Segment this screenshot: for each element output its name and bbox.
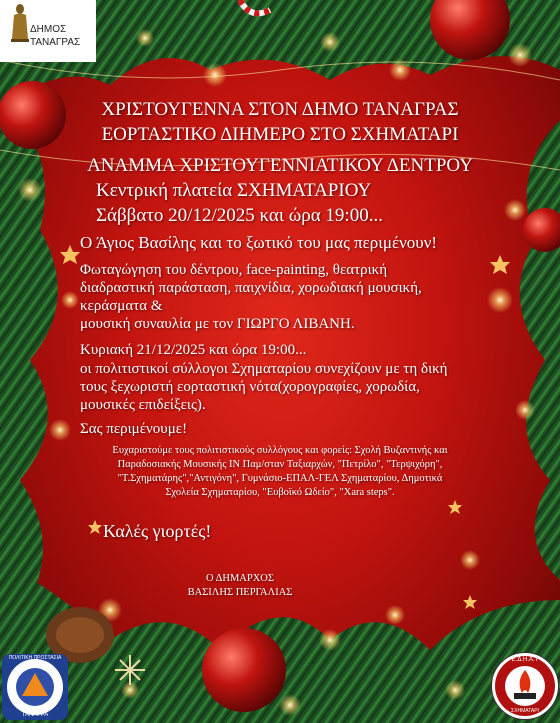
thanks-line-2: Παραδοσιακής Μουσικής ΙΝ Παμ/σταν Ταξιαρχών, "Πετρίλο", "Τερψιχόρη", bbox=[117, 459, 443, 470]
location: Κεντρική πλατεία ΣΧΗΜΑΤΑΡΙΟΥ bbox=[96, 180, 372, 201]
statue-icon bbox=[8, 3, 32, 43]
signature-title: Ο ΔΗΜΑΡΧΟΣ bbox=[206, 573, 274, 584]
municipality-logo bbox=[0, 0, 96, 62]
volunteer-firefighters-logo bbox=[491, 652, 559, 720]
day1-date: Σάββατο 20/12/2025 και ώρα 19:00... bbox=[96, 205, 383, 226]
signature-name: ΒΑΣΙΛΗΣ ΠΕΡΓΑΛΙΑΣ bbox=[187, 587, 293, 598]
title-line-2: ΕΟΡΤΑΣΤΙΚΟ ΔΙΗΜΕΡΟ ΣΤΟ ΣΧΗΜΑΤΑΡΙ bbox=[101, 124, 459, 145]
greeting: Καλές γιορτές! bbox=[103, 521, 212, 541]
civil-protection-top-text: ΠΟΛΙΤΙΚΗ ΠΡΟΣΤΑΣΙΑ bbox=[8, 655, 62, 661]
firefighters-top-text: Ε.Δ.Η.Α.Τ bbox=[511, 657, 539, 663]
waiting-line: Σας περιμένουμε! bbox=[80, 421, 188, 437]
day1-program-1: Φωταγώγηση του δέντρου, face-painting, θεατρική bbox=[80, 262, 388, 278]
municipality-logo-line1: ΔΗΜΟΣ bbox=[30, 24, 67, 35]
day2-program-1: οι πολιτιστικοί σύλλογοι Σχηματαρίου συνεχίζουν με τη δική bbox=[80, 361, 448, 377]
day2-program-2: τους ξεχωριστή εορταστική νότα(χορογραφίες, χορωδία, bbox=[80, 379, 420, 395]
day2-program-3: μουσικές επιδείξεις). bbox=[80, 397, 206, 413]
thanks-line-3: "Τ.Σχηματάρης","Αντιγόνη", Γυμνάσιο-ΕΠΑΛ-ΓΕΛ Σχηματαρίου, Δημοτικά bbox=[117, 473, 443, 484]
thanks-line-4: Σχολεία Σχηματαρίου, "Ευβοϊκό Ωδείο", "Xara steps". bbox=[165, 487, 395, 498]
title-line-1: ΧΡΙΣΤΟΥΓΕΝΝΑ ΣΤΟΝ ΔΗΜΟ ΤΑΝΑΓΡΑΣ bbox=[101, 99, 459, 120]
day2-date: Κυριακή 21/12/2025 και ώρα 19:00... bbox=[80, 342, 307, 358]
civil-protection-logo bbox=[2, 654, 68, 720]
santa-line: Ο Άγιος Βασίλης και το ξωτικό του μας περιμένουν! bbox=[80, 233, 438, 252]
thanks-line-1: Ευχαριστούμε τους πολιτιστικούς συλλόγους και φορείς: Σχολή Βυζαντινής και bbox=[112, 445, 448, 456]
civil-protection-emblem bbox=[2, 654, 68, 720]
municipality-logo-line2: ΤΑΝΑΓΡΑΣ bbox=[30, 37, 81, 48]
civil-protection-bottom-text: ΤΑΝΑΓΡΑ bbox=[21, 712, 49, 718]
day1-program-2: διαδραστική παράσταση, παιχνίδια, χορωδιακή μουσική, bbox=[80, 280, 422, 296]
day1-program-4: μουσική συναυλία με τον ΓΙΩΡΓΟ ΛΙΒΑΝΗ. bbox=[80, 316, 355, 332]
firefighters-ring-text: ΣΧΗΜΑΤΑΡΙ bbox=[511, 708, 539, 714]
title-line-3: ΑΝΑΜΜΑ ΧΡΙΣΤΟΥΓΕΝΝΙΑΤΙΚΟΥ ΔΕΝΤΡΟΥ bbox=[87, 155, 473, 176]
day1-program-3: κεράσματα & bbox=[80, 298, 163, 314]
